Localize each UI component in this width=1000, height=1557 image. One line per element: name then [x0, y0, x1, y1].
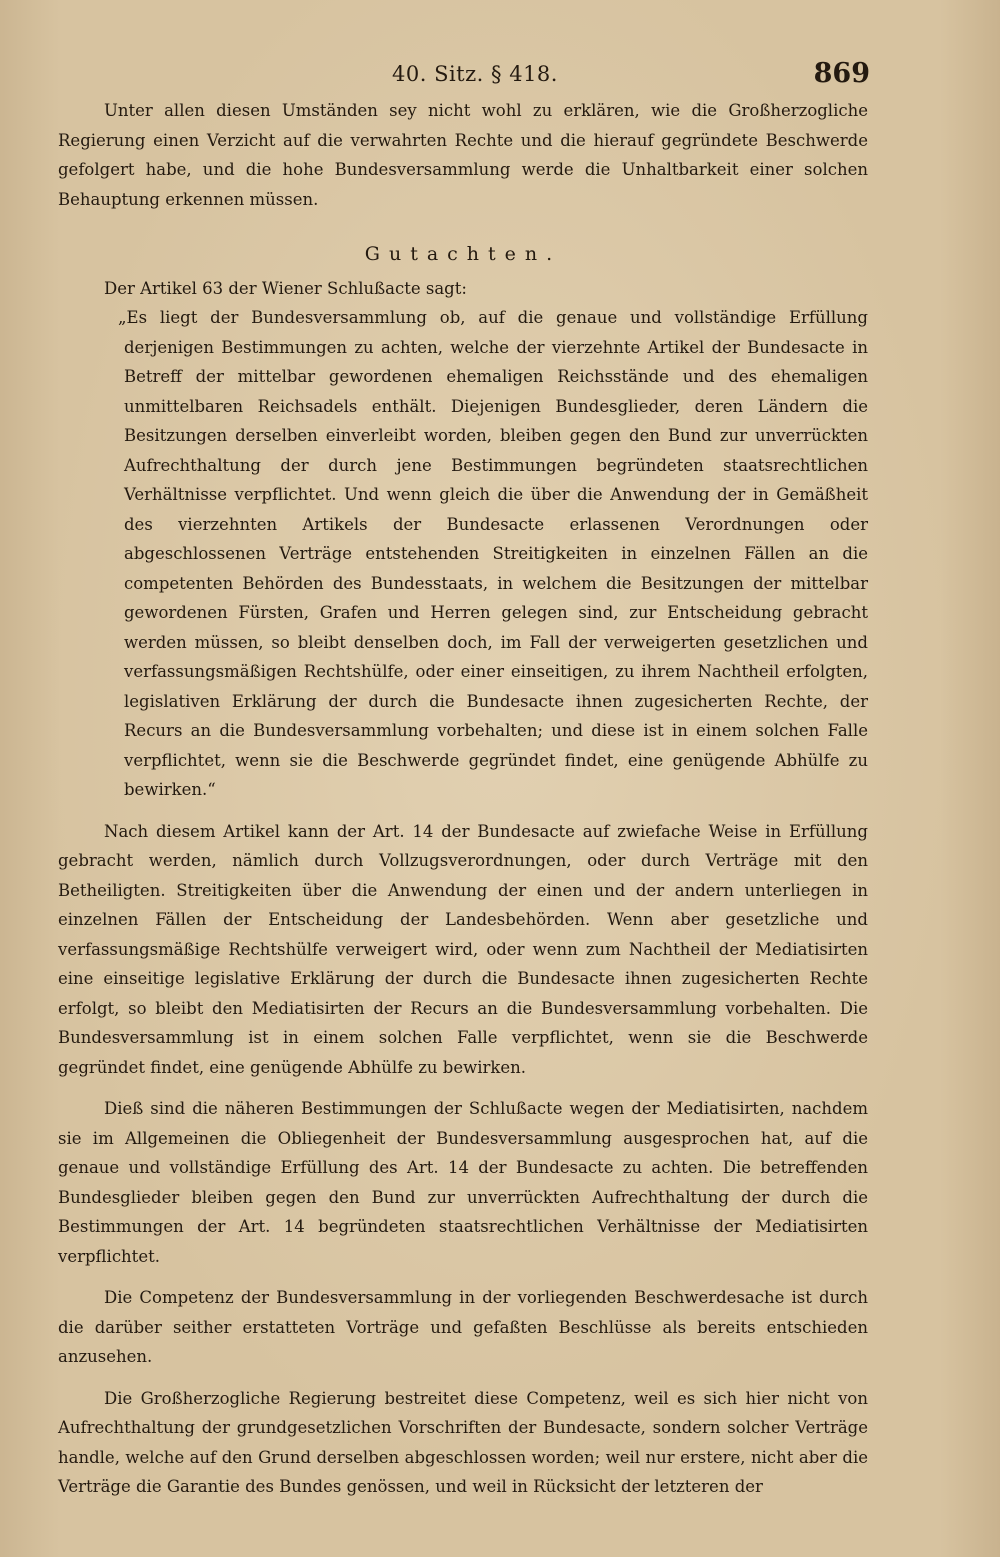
paragraph-dispute: Die Großherzogliche Regierung bestreitet diese Competenz, weil es sich hier nicht von Aufrechthaltung der grundgesetzlichen Vorschriften der Bundesacte, sondern solcher Verträge handle, welche auf den Grund derselben abgeschlossen worden; weil nur erstere, nicht aber die Verträge die Garantie des Bundes genössen, und weil in Rücksicht der letzteren der [58, 1388, 868, 1496]
paragraph-intro: Unter allen diesen Umständen sey nicht wohl zu erklären, wie die Großherzogliche Regierung einen Verzicht auf die verwahrten Rechte und die hierauf gegründete Beschwerde gefolgert habe, und die hohe Bundesversammlung werde die Unhaltbarkeit einer solchen Behauptung erkennen müssen. [58, 101, 868, 209]
paragraph-competence: Die Competenz der Bundesversammlung in der vorliegenden Beschwerdesache ist durch die darüber seither erstatteten Vorträge und gefaßten Beschlüsse als bereits entschieden anzusehen. [58, 1288, 868, 1366]
section-reference: 40. Sitz. § 418. [392, 62, 558, 86]
page-number: 869 [813, 58, 870, 89]
paragraph-provisions: Dieß sind die näheren Bestimmungen der Schlußacte wegen der Mediatisirten, nachdem sie im Allgemeinen die Obliegenheit der Bundesversammlung ausgesprochen hat, auf die genaue und vollständige Erfüllung des Art. 14 der Bundesacte zu achten. Die betreffenden Bundesglieder bleiben gegen den Bund zur unverrückten Aufrechthaltung der durch die Bestimmungen der Art. 14 begründeten staatsrechtlichen Verhältnisse der Mediatisirten verpflichtet. [58, 1099, 868, 1266]
section-heading: Gutachten. [364, 243, 562, 265]
paragraph-article-reference: Der Artikel 63 der Wiener Schlußacte sagt: [104, 278, 467, 298]
paragraph-analysis: Nach diesem Artikel kann der Art. 14 der Bundesacte auf zwiefache Weise in Erfüllung gebracht werden, nämlich durch Vollzugsverordnungen, oder durch Verträge mit den Betheiligten. Streitigkeiten über die Anwendung der einen und der andern unterliegen in einzelnen Fällen der Entscheidung der Landesbehörden. Wenn aber gesetzliche und verfassungsmäßige Rechtshülfe verweigert wird, oder wenn zum Nachtheil der Mediatisirten eine einseitige legislative Erklärung der durch die Bundesacte ihnen zugesicherten Rechte erfolgt, so bleibt den Mediatisirten der Recurs an die Bundesversammlung vorbehalten. Die Bundesversammlung ist in einem solchen Falle verpflichtet, wenn sie die Beschwerde gegründet findet, eine genügende Abhülfe zu bewirken. [58, 821, 868, 1077]
quotation-block: „Es liegt der Bundesversammlung ob, auf die genaue und vollständige Erfüllung derjenigen Bestimmungen zu achten, welche der vierzehnte Artikel der Bundesacte in Betreff der mittelbar gewordenen ehemaligen Reichsstände und des ehemaligen unmittelbaren Reichsadels enthält. Diejenigen Bundesglieder, deren Ländern die Besitzungen derselben einverleibt worden, bleiben gegen den Bund zur unverrückten Aufrechthaltung der durch jene Bestimmungen begründeten staatsrechtlichen Verhältnisse verpflichtet. Und wenn gleich die über die Anwendung der in Gemäßheit des vierzehnten Artikels der Bundesacte erlassenen Verordnungen oder abgeschlossenen Verträge entstehenden Streitigkeiten in einzelnen Fällen an die competenten Behörden des Bundesstaats, in welchem die Besitzungen der mittelbar gewordenen Fürsten, Grafen und Herren gelegen sind, zur Entscheidung gebracht werden müssen, so bleibt denselben doch, im Fall der verweigerten gesetzlichen und verfassungsmäßigen Rechtshülfe, oder einer einseitigen, zu ihrem Nachtheil erfolgten, legislativen Erklärung der durch die Bundesacte ihnen zugesicherten Rechte, der Recurs an die Bundesversammlung vorbehalten; und diese ist in einem solchen Falle verpflichtet, wenn sie die Beschwerde gegründet findet, eine genügende Abhülfe zu bewirken.“ [118, 308, 868, 799]
running-head [0, 58, 1000, 98]
body-text [58, 96, 868, 1502]
